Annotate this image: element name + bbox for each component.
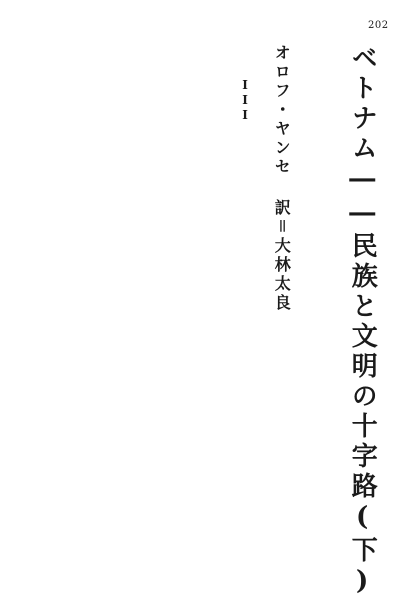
body-paragraph-lower — [20, 302, 268, 572]
article-title: ベトナム――民族と文明の十字路(下) — [347, 44, 378, 600]
section-number: III — [238, 78, 252, 123]
page-number: 202 — [368, 20, 389, 31]
body-paragraph-upper — [20, 52, 226, 292]
author-translator-credit: オロフ・ヤンセ 訳＝大林太良 — [272, 44, 292, 313]
